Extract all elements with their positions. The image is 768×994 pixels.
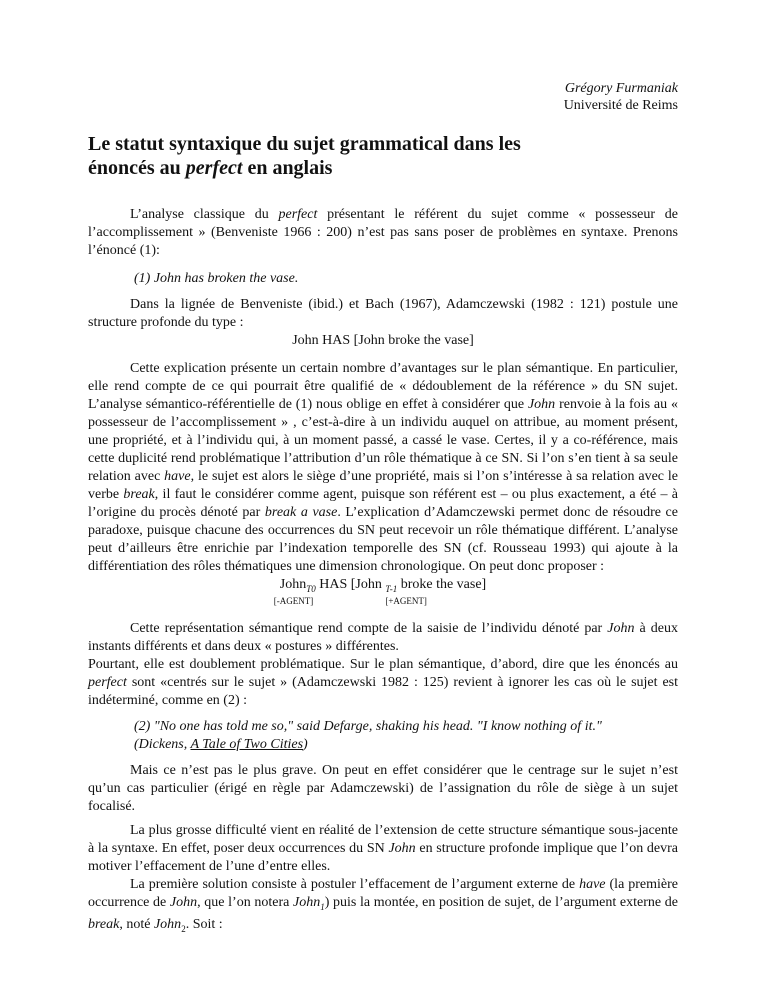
emphasis: break [123, 487, 155, 502]
text-span: (la première occurrence de [88, 877, 679, 910]
emphasis: John [527, 397, 556, 412]
text-span: La plus grosse difficulté vient en réalité de l’extension de cette structure sémantique sous-jacente à la syntaxe. En effet, poser deux occurrences du SN [88, 823, 678, 856]
text-span: ) puis la montée, en position de sujet, de l’argument externe de [324, 895, 678, 910]
author-name: Grégory Furmaniak [564, 81, 678, 96]
paragraph-8 [88, 876, 678, 938]
text-span: présentant le référent du sujet comme « possesseur de l’accomplissement » (Benveniste 1966 : 200) n’est pas sans poser de problèmes en syntaxe. Prenons l’énoncé (1): [88, 207, 678, 258]
emphasis: John [607, 621, 635, 636]
text-span: renvoie à la fois au « possesseur de l’accomplissement » , c’est-à-dire à un individu auquel on attribue, au moment présent, une propriété, et à l’individu qui, à un moment passé, a cassé le vase. Certes, il y a co-référence, mais cette duplicité rend problématique l’attribution d’un rôle thématique à ce SN. Si l’on s’en tient à sa seule relation avec [88, 397, 678, 484]
emphasis: break a vase [264, 505, 338, 520]
text-span: L’analyse classique du [130, 207, 279, 222]
paragraph-5 [88, 656, 678, 710]
author-block [564, 80, 678, 114]
paragraph-1 [88, 206, 678, 260]
formula-1: John HAS [John broke the vase] [292, 333, 474, 348]
emphasis: John [153, 916, 182, 932]
formula2-feat-agent-neg: [-AGENT] [273, 596, 314, 606]
formula2-t1: T-1 [385, 584, 398, 594]
formula2-t0: T0 [306, 584, 316, 594]
example-2 [134, 718, 678, 754]
formula2-john1: John [279, 577, 307, 592]
text-span: à deux instants différents et dans deux « postures » différentes. [88, 621, 678, 654]
paragraph-6: Mais ce n’est pas le plus grave. On peut en effet considérer que le centrage sur le sujet n’est qu’un cas particulier (érigé en règle par Adamczewski) de l’assignation du rôle de siège à un sujet focalisé. [88, 763, 678, 814]
paragraph-7 [88, 822, 678, 876]
paragraph-3 [88, 360, 678, 576]
text-span: ) [303, 737, 308, 752]
formula-2 [88, 576, 678, 610]
paragraph-4 [88, 620, 678, 656]
text-span: . L’explication d’Adamczewski permet donc de résoudre ce paradoxe, puisque chacune des occurrences du SN peut recevoir un rôle thématique différent. L’analyse peut d’ailleurs être enrichie par l’indexation temporelle des SN (cf. Rousseau 1993) qui ajoute à la différentiation des rôles thématiques une dimension chronologique. On peut donc proposer : [88, 505, 678, 574]
text-span: , le sujet est alors le siège d’une propriété, mais si l’on s’intéresse à sa relation avec le verbe [88, 469, 678, 502]
emphasis: break [88, 916, 120, 932]
emphasis: perfect [278, 207, 318, 222]
text-span: La première solution consiste à postuler l’effacement de l’argument externe de [130, 877, 580, 892]
title-line2-pre: énoncés au [88, 157, 186, 179]
title-line1: Le statut syntaxique du sujet grammatical dans les [88, 133, 521, 155]
text-span: . Soit : [185, 916, 223, 932]
example-1: (1) John has broken the vase. [134, 271, 299, 286]
emphasis: John [388, 841, 416, 856]
text-span: , que l’on notera [197, 895, 293, 910]
text-span: Cette représentation sémantique rend compte de la saisie de l’individu dénoté par [130, 621, 608, 636]
paper-title [88, 132, 678, 180]
emphasis: have [164, 469, 191, 484]
formula2-rest: broke the vase] [400, 577, 487, 592]
paper-body [88, 206, 678, 938]
paragraph-2: Dans la lignée de Benveniste (ibid.) et Bach (1967), Adamczewski (1982 : 121) postule une structure profonde du type : [88, 297, 678, 330]
author-affiliation: Université de Reims [563, 98, 678, 113]
text-span: , noté [119, 916, 154, 932]
text-span: en structure profonde implique que l’on devra motiver l’effacement de l’une d’entre elles. [88, 841, 679, 874]
formula2-has: HAS [John [319, 577, 382, 592]
emphasis: John [293, 895, 321, 910]
emphasis: perfect [88, 675, 127, 690]
title-line2-em: perfect [185, 157, 243, 179]
book-title: A Tale of Two Cities [190, 737, 304, 752]
example2-quote: (2) "No one has told me so," said Defarge, shaking his head. "I know nothing of it." [134, 719, 602, 734]
subscript: 1 [320, 901, 325, 912]
text-span: , il faut le considérer comme agent, puisque son référent est – ou plus exactement, a été – à l’origine du procès dénoté par [88, 487, 678, 520]
text-span: (Dickens, [134, 737, 191, 752]
title-line2-post: en anglais [242, 157, 333, 179]
text-span: Pourtant, elle est doublement problématique. Sur le plan sémantique, d’abord, dire que les énoncés au [88, 657, 678, 672]
text-span: sont «centrés sur le sujet » (Adamczewski 1982 : 125) revient à ignorer les cas où le sujet est indéterminé, comme en (2) : [88, 675, 678, 708]
subscript: 2 [181, 923, 186, 934]
emphasis: John [169, 895, 198, 910]
emphasis: have [579, 877, 606, 892]
formula2-feat-agent-pos: [+AGENT] [385, 596, 427, 606]
text-span: Cette explication présente un certain nombre d’avantages sur le plan sémantique. En particulier, elle rend compte de ce qui pourrait être qualifié de « dédoublement de la référence » du SN sujet. L’analyse sémantico-référentielle de (1) nous oblige en effet à considérer que [88, 361, 678, 412]
